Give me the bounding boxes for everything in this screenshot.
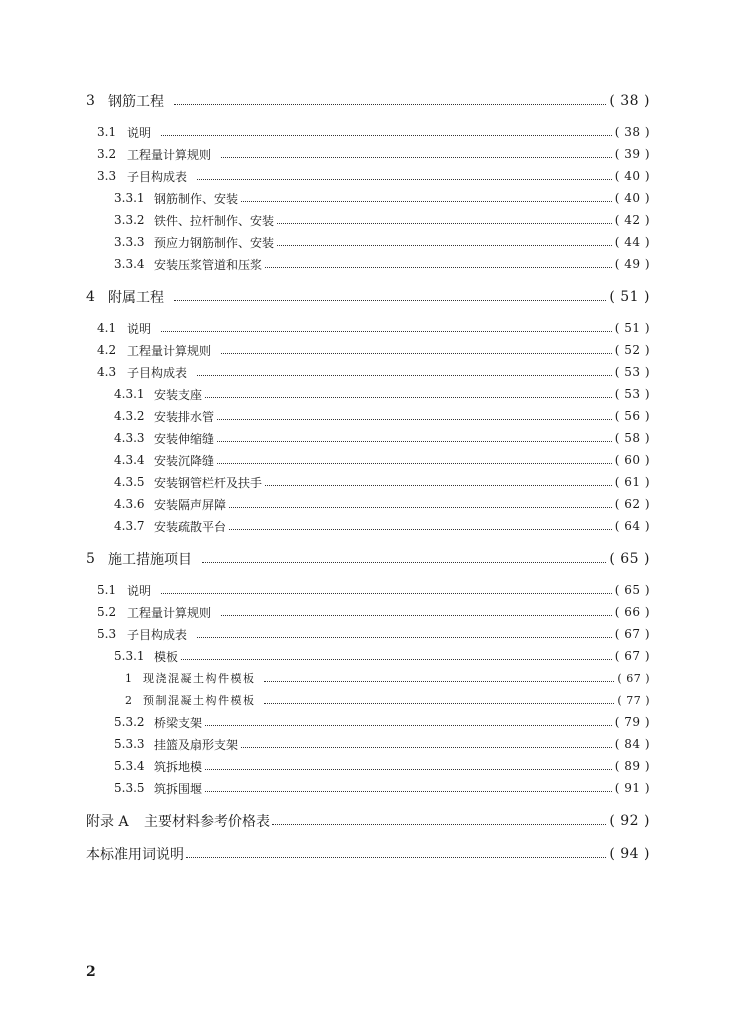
- toc-number: 4.3: [97, 365, 117, 379]
- toc-leader: [202, 562, 606, 563]
- toc-title: 安装压浆管道和压浆: [154, 257, 263, 272]
- toc-entry[interactable]: [114, 187, 650, 209]
- toc-number: 5: [86, 551, 95, 567]
- toc-entry[interactable]: [86, 548, 650, 570]
- toc-entry[interactable]: [114, 733, 650, 755]
- toc-page: ( 42 ): [614, 213, 650, 227]
- toc-page: ( 56 ): [614, 409, 650, 423]
- toc-leader: [205, 769, 612, 770]
- toc-leader: [241, 201, 612, 202]
- toc-entry[interactable]: [114, 383, 650, 405]
- toc-leader: [229, 529, 612, 530]
- toc-leader: [186, 857, 606, 858]
- toc-number: 3.1: [97, 125, 117, 139]
- toc-number: 1: [125, 671, 132, 685]
- toc-entry[interactable]: [114, 755, 650, 777]
- toc-page: ( 62 ): [614, 497, 650, 511]
- toc-title: 说明: [127, 583, 152, 598]
- toc-entry[interactable]: [114, 471, 650, 493]
- toc-title: 挂篮及扇形支架: [154, 737, 239, 752]
- toc-number: 4.3.2: [114, 409, 145, 423]
- toc-leader: [174, 104, 606, 105]
- toc-title: 工程量计算规则: [127, 147, 212, 162]
- toc-page: ( 65 ): [614, 583, 650, 597]
- toc-page: ( 67 ): [614, 649, 650, 663]
- toc-leader: [197, 375, 612, 376]
- toc-number: 5.3.3: [114, 737, 145, 751]
- toc-page: ( 67 ): [617, 671, 650, 685]
- toc-title: 预制混凝土构件模板: [143, 694, 256, 707]
- toc-leader: [205, 791, 612, 792]
- toc-number: 3.3.2: [114, 213, 145, 227]
- toc-page: ( 94 ): [609, 846, 650, 862]
- toc-entry-appendix[interactable]: [86, 810, 650, 832]
- toc-number: 3.3.3: [114, 235, 145, 249]
- toc-page: ( 53 ): [614, 387, 650, 401]
- toc-number: 4.2: [97, 343, 117, 357]
- toc-number: 4.3.4: [114, 453, 145, 467]
- toc-entry[interactable]: [114, 645, 650, 667]
- toc-title: 筑拆地模: [154, 759, 203, 774]
- toc-number: 5.3.4: [114, 759, 145, 773]
- toc-number: 4: [86, 289, 95, 305]
- toc-leader: [265, 485, 612, 486]
- page-number: 2: [86, 964, 96, 980]
- toc-entry[interactable]: [97, 361, 650, 383]
- toc-leader: [217, 419, 612, 420]
- toc-title: 安装沉降缝: [154, 453, 215, 468]
- toc-leader: [197, 637, 612, 638]
- toc-title: 桥梁支架: [154, 715, 203, 730]
- toc-entry[interactable]: [114, 515, 650, 537]
- toc-title: 安装钢管栏杆及扶手: [154, 475, 263, 490]
- toc-page: ( 60 ): [614, 453, 650, 467]
- toc-page: ( 44 ): [614, 235, 650, 249]
- toc-leader: [264, 703, 615, 704]
- toc-title: 附属工程: [108, 290, 164, 306]
- toc-title: 施工措施项目: [108, 552, 192, 568]
- toc-number: 4.3.5: [114, 475, 145, 489]
- toc-title: 安装伸缩缝: [154, 431, 215, 446]
- toc-leader: [161, 135, 612, 136]
- toc-leader: [277, 223, 612, 224]
- toc-number: 4.3.1: [114, 387, 145, 401]
- toc-leader: [161, 331, 612, 332]
- toc-leader: [241, 747, 612, 748]
- toc-number: 3.2: [97, 147, 117, 161]
- toc-page: ( 89 ): [614, 759, 650, 773]
- toc-page: ( 64 ): [614, 519, 650, 533]
- toc-number: 5.3.2: [114, 715, 145, 729]
- toc-page: ( 66 ): [614, 605, 650, 619]
- toc-page: ( 65 ): [609, 551, 650, 567]
- toc-page: ( 58 ): [614, 431, 650, 445]
- toc-leader: [277, 245, 612, 246]
- toc-entry[interactable]: [97, 121, 650, 143]
- toc-title: 说明: [127, 321, 152, 336]
- toc-title: 铁件、拉杆制作、安装: [154, 213, 275, 228]
- toc-page: ( 38 ): [614, 125, 650, 139]
- toc-entry[interactable]: [114, 405, 650, 427]
- toc-leader: [181, 659, 612, 660]
- toc-leader: [174, 300, 606, 301]
- toc-leader: [161, 593, 612, 594]
- toc-number: 4.3.6: [114, 497, 145, 511]
- toc-entry[interactable]: [97, 601, 650, 623]
- toc-leader: [272, 824, 606, 825]
- toc-number: 附录 A: [86, 814, 129, 830]
- toc-entry[interactable]: [114, 711, 650, 733]
- toc-number: 5.3.1: [114, 649, 145, 663]
- toc-number: 4.1: [97, 321, 117, 335]
- toc-page: ( 38 ): [609, 93, 650, 109]
- toc-page: ( 61 ): [614, 475, 650, 489]
- toc-leader: [229, 507, 612, 508]
- toc-entry[interactable]: [86, 286, 650, 308]
- toc-entry[interactable]: [114, 777, 650, 799]
- toc-leader: [221, 353, 612, 354]
- toc-entry[interactable]: [114, 493, 650, 515]
- toc-page: ( 67 ): [614, 627, 650, 641]
- toc-number: 3: [86, 93, 95, 109]
- toc-entry[interactable]: [97, 317, 650, 339]
- toc-page: ( 91 ): [614, 781, 650, 795]
- toc-leader: [217, 441, 612, 442]
- toc-page: ( 40 ): [614, 169, 650, 183]
- toc-title: 工程量计算规则: [127, 343, 212, 358]
- toc-title: 钢筋工程: [108, 94, 164, 110]
- toc-entry[interactable]: [86, 90, 650, 112]
- toc-number: 5.2: [97, 605, 117, 619]
- toc-title: 现浇混凝土构件模板: [143, 672, 256, 685]
- toc-number: 4.3.3: [114, 431, 145, 445]
- toc-leader: [221, 157, 612, 158]
- toc-page: ( 92 ): [609, 813, 650, 829]
- toc-title: 本标准用词说明: [86, 847, 184, 863]
- toc-title: 子目构成表: [127, 365, 188, 380]
- toc-entry[interactable]: [97, 165, 650, 187]
- toc-page: ( 77 ): [617, 693, 650, 707]
- toc-entry[interactable]: [97, 143, 650, 165]
- toc-page: ( 40 ): [614, 191, 650, 205]
- toc-page: ( 51 ): [614, 321, 650, 335]
- toc-page: ( 84 ): [614, 737, 650, 751]
- toc-page: ( 53 ): [614, 365, 650, 379]
- toc-leader: [197, 179, 612, 180]
- toc-entry[interactable]: [97, 579, 650, 601]
- toc-title: 安装隔声屏障: [154, 497, 227, 512]
- toc-title: 子目构成表: [127, 169, 188, 184]
- toc-title: 安装支座: [154, 387, 203, 402]
- toc-entry[interactable]: [125, 689, 650, 711]
- toc-number: 5.3.5: [114, 781, 145, 795]
- toc-number: 2: [125, 693, 132, 707]
- toc-title: 模板: [154, 649, 179, 664]
- toc-entry[interactable]: [125, 667, 650, 689]
- toc-number: 5.3: [97, 627, 117, 641]
- toc-leader: [221, 615, 612, 616]
- toc-title: 预应力钢筋制作、安装: [154, 235, 275, 250]
- toc-title: 安装疏散平台: [154, 519, 227, 534]
- toc-title: 工程量计算规则: [127, 605, 212, 620]
- toc-title: 筑拆围堰: [154, 781, 203, 796]
- toc-page: ( 79 ): [614, 715, 650, 729]
- toc-entry[interactable]: [97, 623, 650, 645]
- toc-entry[interactable]: [114, 209, 650, 231]
- toc-leader: [217, 463, 612, 464]
- toc-number: 3.3.1: [114, 191, 145, 205]
- toc-leader: [205, 725, 612, 726]
- toc-entry[interactable]: [114, 253, 650, 275]
- toc-page: ( 52 ): [614, 343, 650, 357]
- toc-entry[interactable]: [114, 231, 650, 253]
- toc-leader: [264, 681, 615, 682]
- toc-title: 子目构成表: [127, 627, 188, 642]
- toc-title: 钢筋制作、安装: [154, 191, 239, 206]
- toc-leader: [265, 267, 612, 268]
- toc-title: 安装排水管: [154, 409, 215, 424]
- toc-page: ( 39 ): [614, 147, 650, 161]
- toc-page: ( 51 ): [609, 289, 650, 305]
- toc-entry-terms[interactable]: [86, 843, 650, 865]
- toc-leader: [205, 397, 612, 398]
- toc-number: 5.1: [97, 583, 117, 597]
- toc-number: 3.3: [97, 169, 117, 183]
- toc-entry[interactable]: [114, 427, 650, 449]
- toc-title: 主要材料参考价格表: [144, 814, 270, 830]
- toc-entry[interactable]: [97, 339, 650, 361]
- toc-title: 说明: [127, 125, 152, 140]
- toc-entry[interactable]: [114, 449, 650, 471]
- toc-number: 3.3.4: [114, 257, 145, 271]
- toc-number: 4.3.7: [114, 519, 145, 533]
- toc-page: ( 49 ): [614, 257, 650, 271]
